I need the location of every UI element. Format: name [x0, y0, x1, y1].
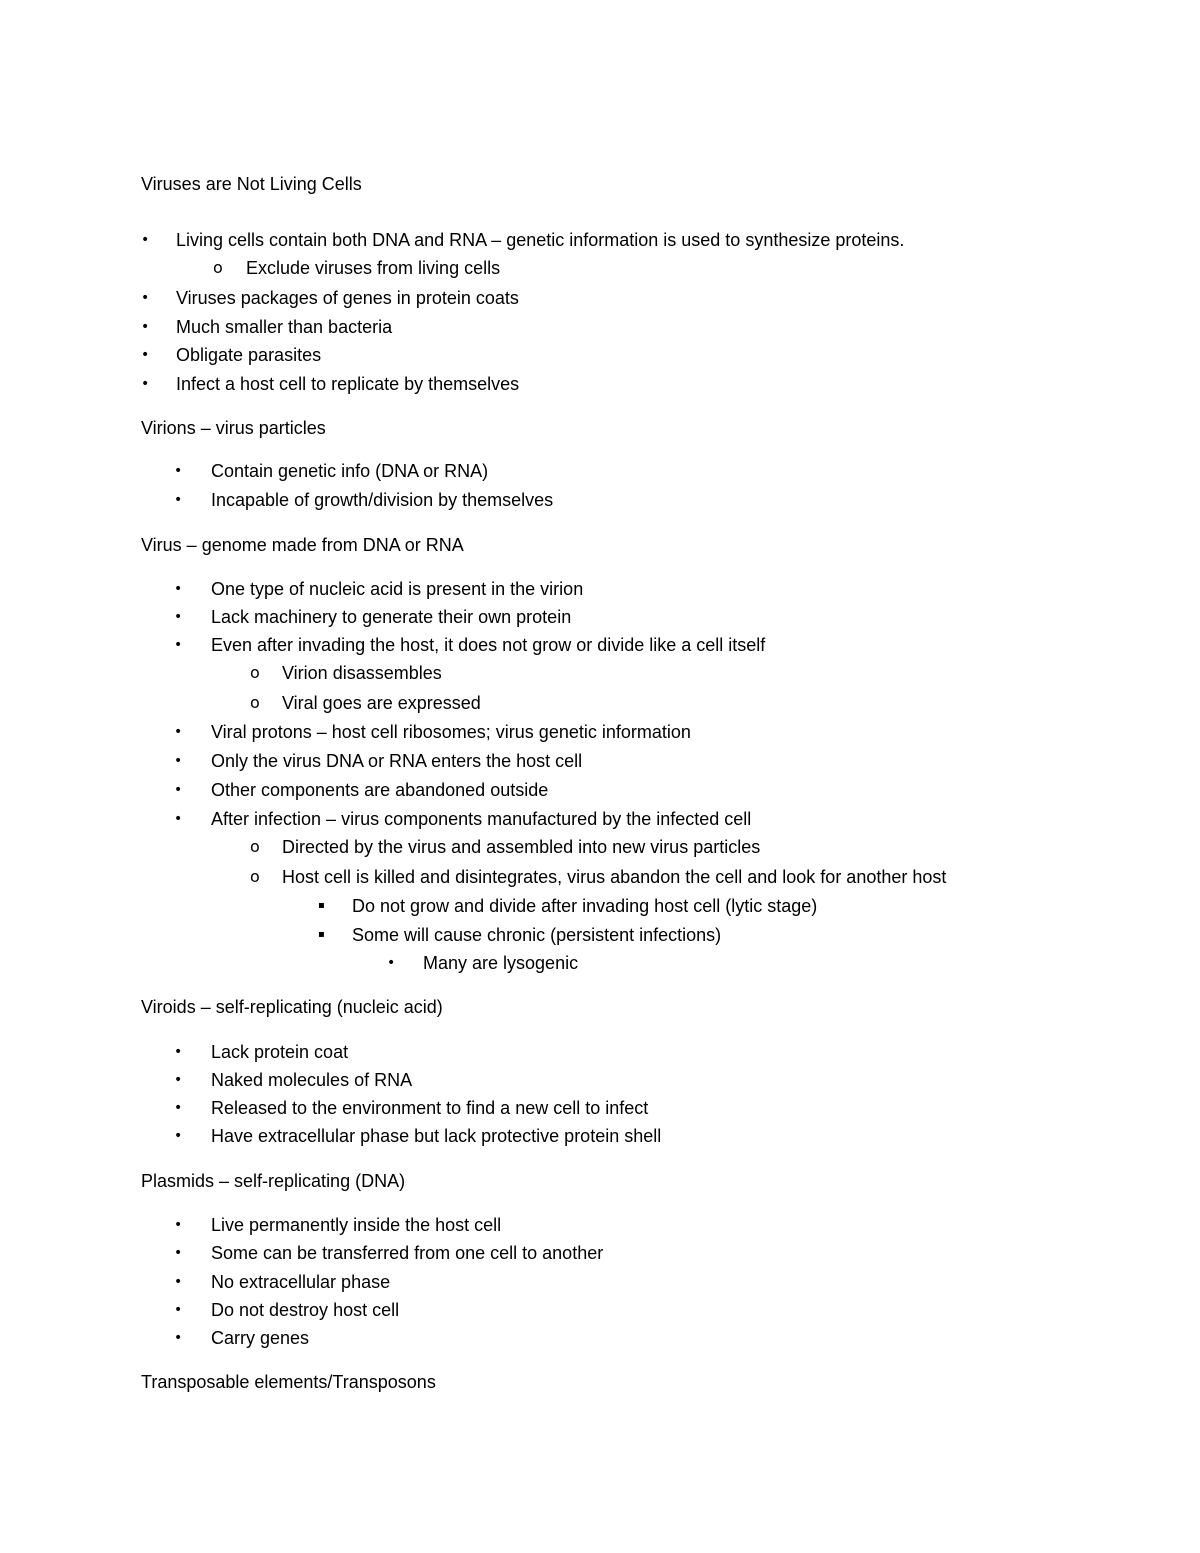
list-item-text: Naked molecules of RNA [211, 1070, 413, 1090]
bullet-marker: • [174, 811, 183, 827]
list-item-text: Virion disassembles [282, 663, 442, 683]
list-item-text: Have extracellular phase but lack protective protein shell [211, 1126, 662, 1146]
list-item-text: Viruses packages of genes in protein coats [176, 288, 519, 308]
list-item-text: Contain genetic info (DNA or RNA) [211, 461, 489, 481]
list-item-text: Much smaller than bacteria [176, 317, 393, 337]
list-item-text: One type of nucleic acid is present in the virion [211, 579, 584, 599]
bullet-marker: • [141, 290, 150, 306]
bullet-marker: • [141, 376, 150, 392]
list-item-text: Exclude viruses from living cells [246, 258, 501, 278]
list-item-text: Many are lysogenic [423, 953, 579, 973]
bullet-marker: • [174, 1302, 183, 1318]
section-heading: Plasmids – self-replicating (DNA) [141, 1171, 406, 1191]
bullet-marker: • [174, 782, 183, 798]
bullet-marker: • [174, 1072, 183, 1088]
list-item-text: Viral goes are expressed [282, 693, 481, 713]
circle-marker: o [250, 837, 260, 856]
circle-marker: o [250, 867, 260, 886]
list-item-text: Host cell is killed and disintegrates, virus abandon the cell and look for another host [282, 867, 947, 887]
bullet-marker: • [387, 955, 396, 971]
bullet-marker: • [174, 1245, 183, 1261]
list-item-text: Even after invading the host, it does not grow or divide like a cell itself [211, 635, 766, 655]
bullet-marker: • [141, 319, 150, 335]
bullet-marker: • [174, 492, 183, 508]
circle-marker: o [250, 663, 260, 682]
bullet-marker: • [174, 637, 183, 653]
section-heading: Virions – virus particles [141, 418, 326, 438]
list-item-text: Carry genes [211, 1328, 310, 1348]
list-item-text: Lack machinery to generate their own protein [211, 607, 572, 627]
bullet-marker: • [174, 581, 183, 597]
section-heading: Viruses are Not Living Cells [141, 174, 362, 194]
bullet-marker: • [174, 1330, 183, 1346]
section-heading: Transposable elements/Transposons [141, 1372, 436, 1392]
section-heading: Viroids – self-replicating (nucleic acid) [141, 997, 443, 1017]
bullet-marker: • [174, 1274, 183, 1290]
list-item-text: Do not destroy host cell [211, 1300, 400, 1320]
bullet-marker: • [174, 724, 183, 740]
bullet-marker: • [174, 1217, 183, 1233]
bullet-marker: • [141, 347, 150, 363]
bullet-marker: • [174, 753, 183, 769]
square-marker: ▪ [318, 929, 325, 940]
list-item-text: Some can be transferred from one cell to another [211, 1243, 604, 1263]
list-item-text: Infect a host cell to replicate by themselves [176, 374, 520, 394]
list-item-text: Some will cause chronic (persistent infections) [352, 925, 722, 945]
section-heading: Virus – genome made from DNA or RNA [141, 535, 464, 555]
circle-marker: o [213, 258, 223, 277]
list-item-text: Viral protons – host cell ribosomes; virus genetic information [211, 722, 691, 742]
list-item-text: Released to the environment to find a new cell to infect [211, 1098, 649, 1118]
list-item-text: No extracellular phase [211, 1272, 391, 1292]
bullet-marker: • [174, 463, 183, 479]
list-item-text: Lack protein coat [211, 1042, 349, 1062]
list-item-text: Directed by the virus and assembled into new virus particles [282, 837, 761, 857]
list-item-text: Do not grow and divide after invading host cell (lytic stage) [352, 896, 818, 916]
list-item-text: Living cells contain both DNA and RNA – genetic information is used to synthesize proteins. [176, 230, 905, 250]
bullet-marker: • [141, 232, 150, 248]
list-item-text: Incapable of growth/division by themselves [211, 490, 554, 510]
square-marker: ▪ [318, 900, 325, 911]
bullet-marker: • [174, 609, 183, 625]
bullet-marker: • [174, 1128, 183, 1144]
bullet-marker: • [174, 1100, 183, 1116]
list-item-text: Obligate parasites [176, 345, 322, 365]
list-item-text: Live permanently inside the host cell [211, 1215, 502, 1235]
bullet-marker: • [174, 1044, 183, 1060]
list-item-text: After infection – virus components manufactured by the infected cell [211, 809, 752, 829]
list-item-text: Other components are abandoned outside [211, 780, 549, 800]
circle-marker: o [250, 693, 260, 712]
list-item-text: Only the virus DNA or RNA enters the host cell [211, 751, 583, 771]
